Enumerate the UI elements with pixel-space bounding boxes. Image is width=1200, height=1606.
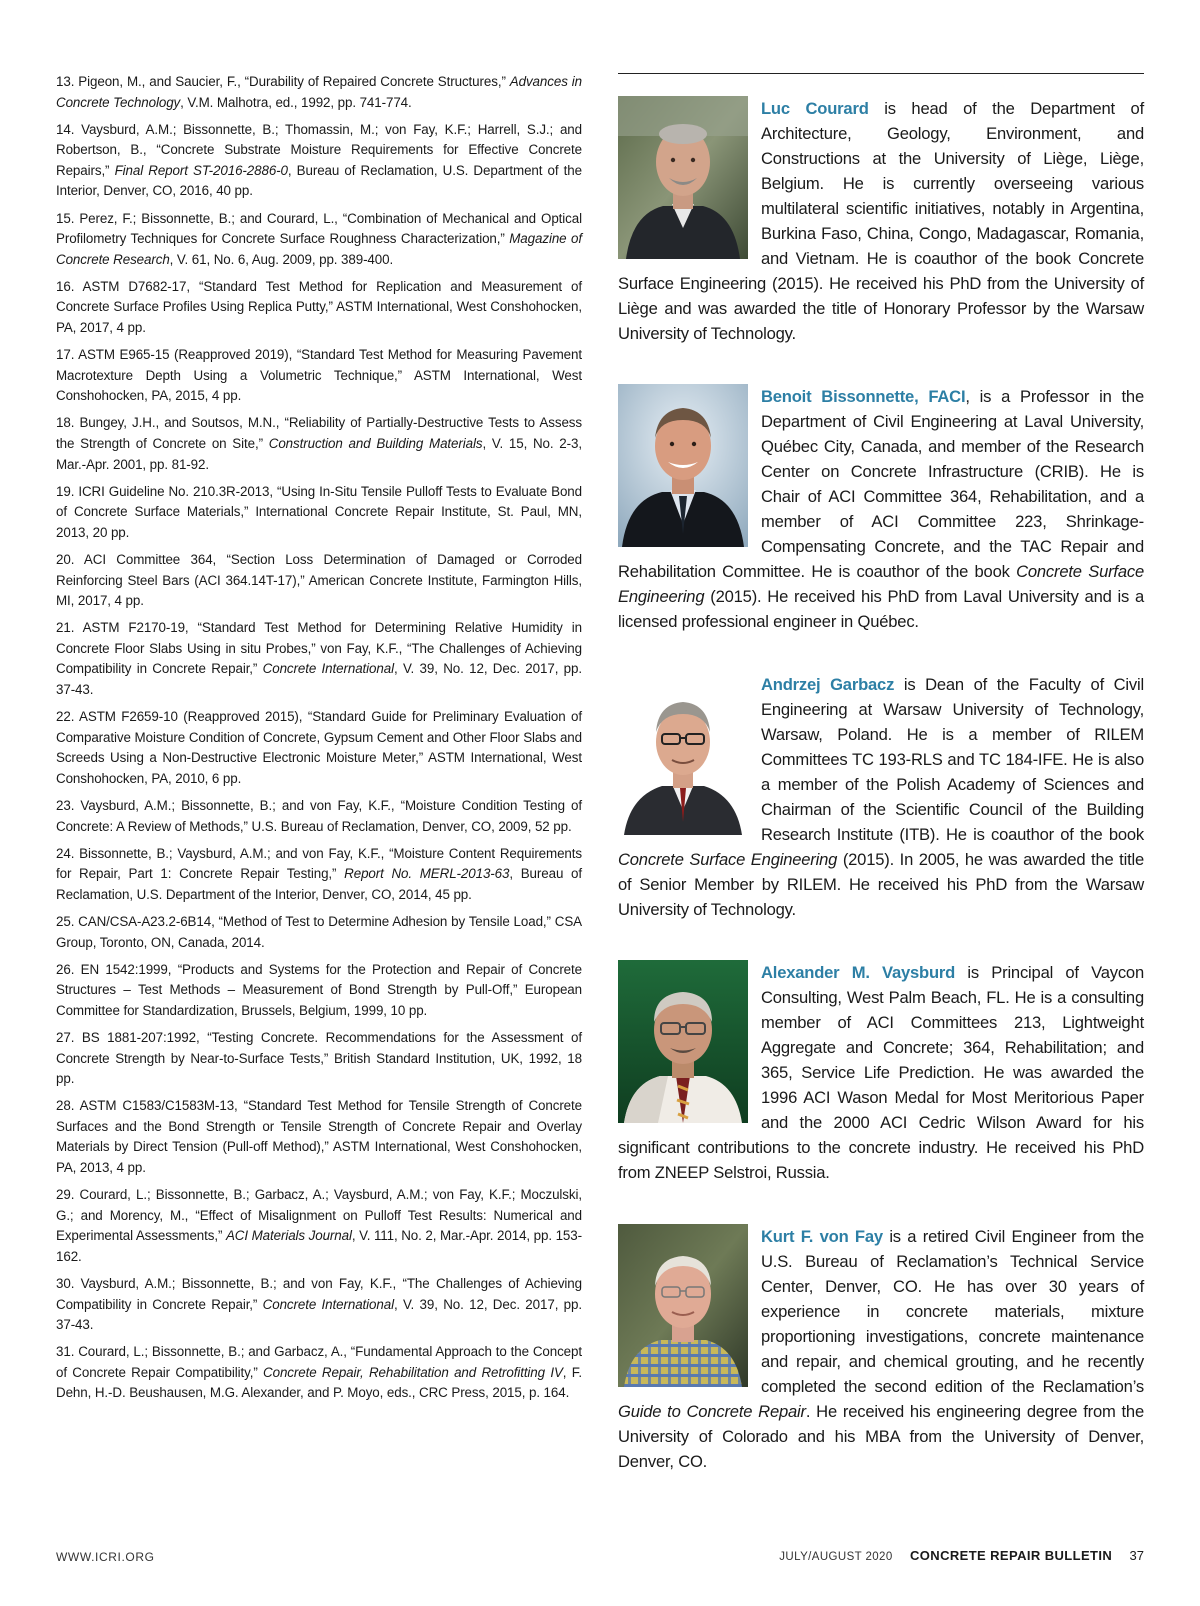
- footer-publication-name: CONCRETE REPAIR BULLETIN: [909, 1548, 1113, 1563]
- reference-item: 15. Perez, F.; Bissonnette, B.; and Courard, L., “Combination of Mechanical and Optical Profilometry Techniques for Concrete Surface Roughness Characterization,” Magazine of Concrete Research, V. 61, No. 6, Aug. 2009, pp. 389-400.: [56, 210, 582, 267]
- footer-right: [779, 1548, 1144, 1563]
- reference-item: 19. ICRI Guideline No. 210.3R-2013, “Using In-Situ Tensile Pulloff Tests to Evaluate Bond of Concrete Surface Materials,” International Concrete Repair Institute, St. Paul, MN, 2013, 20 pp.: [56, 483, 582, 540]
- author-name: Andrzej Garbacz: [761, 675, 895, 694]
- author-bio-courard: Luc Courard is head of the Department of Architecture, Geology, Environment, and Constructions at the University of Liège, Liège, Belgium. He is currently overseeing various multilateral scientific initiatives, notably in Argentina, Burkina Faso, China, Congo, Madagascar, Romania, and Vietnam. He is coauthor of the book Concrete Surface Engineering (2015). He received his PhD from the University of Liège and was awarded the title of Honorary Professor by the Warsaw University of Technology.: [618, 96, 1144, 346]
- reference-item: 21. ASTM F2170-19, “Standard Test Method for Determining Relative Humidity in Concrete Floor Slabs Using in situ Probes,” von Fay, K.F., “The Challenges of Achieving Compatibility in Concrete Repair,” Concrete International, V. 39, No. 12, Dec. 2017, pp. 37-43.: [56, 620, 582, 698]
- reference-item: 14. Vaysburd, A.M.; Bissonnette, B.; Thomassin, M.; von Fay, K.F.; Harrell, S.J.; and Robertson, B., “Concrete Substrate Moisture Requirements for Effective Concrete Repairs,” Final Report ST-2016-2886-0, Bureau of Reclamation, U.S. Department of the Interior, Denver, CO, 2016, 40 pp.: [56, 121, 582, 199]
- reference-item: 13. Pigeon, M., and Saucier, F., “Durability of Repaired Concrete Structures,” Advances in Concrete Technology, V.M. Malhotra, ed., 1992, pp. 741-774.: [56, 74, 582, 110]
- reference-item: 29. Courard, L.; Bissonnette, B.; Garbacz, A.; Vaysburd, A.M.; von Fay, K.F.; Moczulski, G.; and Morency, M., “Effect of Misalignment on Pulloff Test Results: Numerical and Experimental Assessments,” ACI Materials Journal, V. 111, No. 2, Mar.-Apr. 2014, pp. 153-162.: [56, 1187, 582, 1264]
- reference-item: 27. BS 1881-207:1992, “Testing Concrete. Recommendations for the Assessment of Concrete Strength by Near-to-Surface Tests,” British Standard Institution, UK, 1992, 18 pp.: [56, 1029, 582, 1087]
- author-name: Luc Courard: [761, 99, 869, 118]
- reference-item: 26. EN 1542:1999, “Products and Systems for the Protection and Repair of Concrete Structures – Test Methods – Measurement of Bond Strength by Pull-Off,” European Committee for Standardization, Brussels, Belgium, 1999, 10 pp.: [56, 961, 582, 1018]
- reference-list: [56, 72, 582, 1411]
- reference-item: 31. Courard, L.; Bissonnette, B.; and Garbacz, A., “Fundamental Approach to the Concept of Concrete Repair Compatibility,” Concrete Repair, Rehabilitation and Retrofitting IV, F. Dehn, H.-D. Beushausen, M.G. Alexander, and P. Moyo, eds., CRC Press, 2015, p. 164.: [56, 1344, 582, 1401]
- reference-item: 25. CAN/CSA-A23.2-6B14, “Method of Test to Determine Adhesion by Tensile Load,” CSA Group, Toronto, ON, Canada, 2014.: [56, 913, 582, 950]
- author-name: Alexander M. Vaysburd: [761, 963, 956, 982]
- author-photo-garbacz: [618, 672, 748, 835]
- reference-item: 28. ASTM C1583/C1583M-13, “Standard Test Method for Tensile Strength of Concrete Surfaces and the Bond Strength or Tensile Strength of Concrete Repair and Overlay Materials by Direct Tension (Pull-off Method),” ASTM International, West Conshohocken, PA, 2013, 4 pp.: [56, 1098, 582, 1175]
- reference-item: 17. ASTM E965-15 (Reapproved 2019), “Standard Test Method for Measuring Pavement Macrotexture Depth Using a Volumetric Technique,” ASTM International, West Conshohocken, PA, 2015, 4 pp.: [56, 347, 582, 404]
- reference-item: 24. Bissonnette, B.; Vaysburd, A.M.; and von Fay, K.F., “Moisture Content Requirements for Repair, Part 1: Concrete Repair Testing,” Report No. MERL-2013-63, Bureau of Reclamation, U.S. Department of the Interior, Denver, CO, 2014, 45 pp.: [56, 845, 582, 902]
- footer-issue-date: JULY/AUGUST 2020: [779, 1551, 893, 1563]
- author-photo-vaysburd: [618, 960, 748, 1123]
- author-photo-courard: [618, 96, 748, 259]
- reference-item: 20. ACI Committee 364, “Section Loss Determination of Damaged or Corroded Reinforcing Steel Bars (ACI 364.14T-17),” American Concrete Institute, Farmington Hills, MI, 2017, 4 pp.: [56, 551, 582, 609]
- page-number: 37: [1129, 1548, 1144, 1563]
- reference-item: 30. Vaysburd, A.M.; Bissonnette, B.; and von Fay, K.F., “The Challenges of Achieving Compatibility in Concrete Repair,” Concrete International, V. 39, No. 12, Dec. 2017, pp. 37-43.: [56, 1275, 582, 1333]
- author-photo-von-fay: [618, 1224, 748, 1387]
- footer-website-link[interactable]: WWW.ICRI.ORG: [56, 1550, 155, 1564]
- reference-item: 16. ASTM D7682-17, “Standard Test Method for Replication and Measurement of Concrete Surface Profiles Using Replica Putty,” ASTM International, West Conshohocken, PA, 2017, 4 pp.: [56, 278, 582, 336]
- reference-item: 22. ASTM F2659-10 (Reapproved 2015), “Standard Guide for Preliminary Evaluation of Comparative Moisture Condition of Concrete, Gypsum Cement and Other Floor Slabs and Screeds Using a Non-Destructive Electronic Moisture Meter,” ASTM International, West Conshohocken, PA, 2010, 6 pp.: [56, 709, 582, 786]
- column-divider-rule: [618, 73, 1144, 74]
- author-bio-vaysburd: Alexander M. Vaysburd is Principal of Vaycon Consulting, West Palm Beach, FL. He is a consulting member of ACI Committees 213, Lightweight Aggregate and Concrete; 364, Rehabilitation; and 365, Service Life Prediction. He was awarded the 1996 ACI Wason Medal for Most Meritorious Paper and the 2000 ACI Cedric Wilson Award for his significant contributions to the concrete industry. He received his PhD from ZNEEP Selstroi, Russia.: [618, 960, 1144, 1185]
- author-bio-bissonnette: Benoit Bissonnette, FACI, is a Professor in the Department of Civil Engineering at Laval University, Québec City, Canada, and member of the Research Center on Concrete Infrastructure (CRIB). He is Chair of ACI Committee 364, Rehabilitation, and a member of ACI Committee 223, Shrinkage-Compensating Concrete, and the TAC Repair and Rehabilitation Committee. He is coauthor of the book Concrete Surface Engineering (2015). He received his PhD from Laval University and is a licensed professional engineer in Québec.: [618, 384, 1144, 634]
- reference-item: 23. Vaysburd, A.M.; Bissonnette, B.; and von Fay, K.F., “Moisture Condition Testing of Concrete: A Review of Methods,” U.S. Bureau of Reclamation, Denver, CO, 2009, 52 pp.: [56, 798, 582, 834]
- reference-item: 18. Bungey, J.H., and Soutsos, M.N., “Reliability of Partially-Destructive Tests to Assess the Strength of Concrete on Site,” Construction and Building Materials, V. 15, No. 2-3, Mar.-Apr. 2001, pp. 81-92.: [56, 415, 582, 472]
- author-photo-bissonnette: [618, 384, 748, 547]
- page-footer: [56, 1548, 1144, 1568]
- author-bio-garbacz: Andrzej Garbacz is Dean of the Faculty of Civil Engineering at Warsaw University of Technology, Warsaw, Poland. He is a member of RILEM Committees TC 193-RLS and TC 184-IFE. He is also a member of the Polish Academy of Sciences and Chairman of the Scientific Council of the Building Research Institute (ITB). He is coauthor of the book Concrete Surface Engineering (2015). In 2005, he was awarded the title of Senior Member by RILEM. He received his PhD from the Warsaw University of Technology.: [618, 672, 1144, 922]
- author-name: Benoit Bissonnette, FACI: [761, 387, 966, 406]
- author-bio-von-fay: Kurt F. von Fay is a retired Civil Engineer from the U.S. Bureau of Reclamation’s Technical Service Center, Denver, CO. He has over 30 years of experience in concrete materials, mixture proportioning investigations, concrete maintenance and repair, and chemical grouting, and he recently completed the second edition of the Reclamation’s Guide to Concrete Repair. He received his engineering degree from the University of Colorado and his MBA from the University of Denver, Denver, CO.: [618, 1224, 1144, 1474]
- author-name: Kurt F. von Fay: [761, 1227, 883, 1246]
